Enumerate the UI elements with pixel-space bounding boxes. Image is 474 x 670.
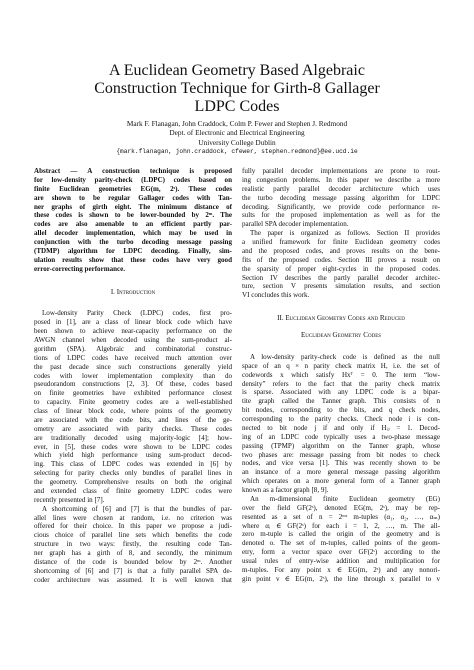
text-line: m-tuples. For any point x ∈ EG(m, 2ˢ) and any nonori- — [242, 565, 440, 574]
text-line: codes are also amenable to an efficient partly par- — [34, 220, 232, 229]
university: University College Dublin — [198, 137, 276, 147]
right-column — [242, 167, 440, 584]
text-line: selecting for parity checks only bundles of parallel lines in — [34, 469, 232, 478]
text-line: to capacity. Finite geometry codes are a well-established — [34, 398, 232, 407]
text-line: An m-dimensional finite Euclidean geometry (EG) — [250, 494, 440, 503]
text-line: space of an q × n parity check matrix H, i.e. the set of — [242, 361, 440, 370]
title-line: LDPC Codes — [194, 98, 280, 115]
text-line: corresponding to the parity checks. Check node i is con- — [242, 415, 440, 423]
text-line: etry, form a vector space over GF(2ˢ) according to the — [242, 548, 440, 557]
text-line: conjunction with the turbo decoding message passing — [34, 238, 232, 246]
text-line: the geometry. Comprehensive results on both the original — [34, 478, 232, 486]
text-line: realistic partly parallel decoder architecture which uses — [242, 184, 440, 193]
author-names: Mark F. Flanagan, John Craddock, Colm P. Fewer and Stephen J. Redmond — [126, 119, 348, 128]
text-line: decoding. Significantly, we provide code performance re- — [242, 202, 440, 211]
text-line: ture, section V presents simulation results, and section — [242, 282, 440, 291]
text-line: been shown to achieve near-capacity performance on the — [34, 327, 232, 336]
section-heading: Euclidean Geometry Codes — [300, 331, 382, 339]
text-line: (TDMP) algorithm for LDPC decoding. Finally, sim- — [34, 246, 232, 255]
text-line: cious choice of parallel line sets which benefits the code — [34, 531, 232, 540]
text-line: sults for the proposed implementation as well as for the — [242, 211, 440, 220]
text-line: VI concludes this work. — [242, 291, 310, 300]
text-line: the turbo decoding message passing algorithm for LDPC — [242, 193, 440, 202]
text-line: gin point v ∈ EG(m, 2ˢ), the line through x parallel to v — [242, 574, 440, 583]
text-line: tions of LDPC codes have received much attention over — [34, 353, 232, 362]
text-line: density” refers to the fact that the parity check matrix — [242, 379, 440, 388]
text-line: fits of the proposed codes. Section III proves a result on — [242, 255, 440, 264]
text-line: is sparse. Associated with any LDPC code is a bipar- — [242, 388, 440, 397]
text-line: nodes, and vice versa [1]. This was recently shown to be — [242, 459, 440, 468]
text-line: A low-density parity-check code is defined as the null — [250, 352, 440, 361]
text-line: ner graphs of girth eight. The minimum distance of — [34, 202, 232, 211]
text-line: parallel SPA decoder implementation. — [242, 220, 349, 229]
text-line: are shown to be regular Gallager codes with Tan- — [34, 193, 232, 202]
text-line: nected to bit node j if and only if Hᵢⱼ = 1. Decod- — [242, 423, 440, 432]
left-column — [34, 167, 232, 585]
text-line: coder architecture was assumed. It is well known that — [34, 575, 232, 584]
text-line: tite graph called the Tanner graph. This consists of n — [242, 397, 440, 406]
text-line: fully parallel decoder implementations are prone to rout- — [242, 167, 440, 175]
text-line: are traditionally decoded using majority-logic [4]; how- — [34, 433, 232, 442]
text-line: class of linear block code, where points of the geometry — [34, 407, 232, 415]
text-line: pseudorandom constructions [2, 3]. Of these, codes based — [34, 380, 232, 389]
text-line: recently presented in [7]. — [34, 495, 105, 504]
text-line: ever, in [5], these codes were shown to be LDPC codes — [34, 442, 232, 451]
section-heading: I. Introduction — [110, 287, 156, 296]
text-line: Abstract — A construction technique is proposed — [34, 167, 232, 175]
text-line: over the field GF(2ˢ), denoted EG(m, 2ˢ), may be rep- — [242, 503, 440, 512]
text-line: for low-density parity-check (LDPC) codes based on — [34, 175, 232, 184]
text-line: ometry are associated with parity checks. These codes — [34, 424, 232, 433]
text-line: shortcoming of [6] and [7] is that a fully parallel SPA de- — [34, 566, 232, 575]
text-line: zero m-tuple is called the origin of the geometry and is — [242, 530, 440, 539]
text-line: ing of an LDPC code typically uses a two-phase message — [242, 432, 440, 441]
text-line: distance of the code is bounded below by 2ᵐ. Another — [34, 557, 232, 566]
email-addresses: {mark.flanagan, john.craddock, cfewer, stephen.redmond}@ee.ucd.ie — [116, 148, 358, 156]
text-line: denoted o. The set of m-tuples, called points of the geom- — [242, 539, 440, 548]
text-line: are associated with the code bits, and lines of the ge- — [34, 415, 232, 424]
text-line: AWGN channel when decoded using the sum-product al- — [34, 336, 232, 344]
text-line: usual rules of entry-wise addition and multiplication for — [242, 557, 440, 565]
text-line: A shortcoming of [6] and [7] is that the bundles of par- — [42, 504, 232, 513]
text-line: bit nodes, corresponding to the bits, and q check nodes, — [242, 406, 440, 415]
spacer — [242, 300, 440, 306]
text-line: ing congestion problems. In this paper we describe a more — [242, 175, 440, 184]
text-line: passing (TPMP) algorithm on the Tanner graph, whose — [242, 441, 440, 450]
text-line: codewords x which satisfy Hxᵀ = 0. The term “low- — [242, 370, 440, 379]
text-line: ner graph has a girth of 8, and secondly, the minimum — [34, 549, 232, 557]
text-line: the sparsity of proper eight-cycles in the proposed codes. — [242, 264, 440, 273]
text-line: the past decade since such constructions generally yield — [34, 362, 232, 371]
section-heading: II. Euclidean Geometry Codes and Reduced — [277, 314, 405, 323]
text-line: resented as a set of n = 2ᵐˢ m-tuples (α₁, α₂, …, αₘ) — [242, 512, 440, 521]
text-line: error-correcting performance. — [34, 264, 126, 273]
text-line: Low-density Parity Check (LDPC) codes, first pro- — [42, 309, 232, 318]
text-line: Section IV describes the partly parallel decoder architec- — [242, 273, 440, 282]
text-line: posed in [1], are a class of linear block code which have — [34, 318, 232, 327]
text-line: known as a factor graph [8, 9]. — [242, 486, 329, 494]
text-line: which yield high performance using sum-product decod- — [34, 451, 232, 460]
author-block — [20, 119, 454, 157]
text-line: finite Euclidean geometries EG(m, 2ˢ). These codes — [34, 184, 232, 193]
title-line: Construction Technique for Girth-8 Gallager — [94, 80, 380, 97]
text-line: The paper is organized as follows. Section II provides — [250, 229, 440, 238]
text-line: offered for their choice. In this paper we propose a judi- — [34, 522, 232, 531]
text-line: two phases are: message passing from bit nodes to check — [242, 450, 440, 459]
text-line: where αᵢ ∈ GF(2ˢ) for each i = 1, 2, …, m. The all- — [242, 521, 440, 530]
text-line: and the proposed codes, and proves results on the bene- — [242, 246, 440, 255]
text-line: gorithm (SPA). Algebraic and combinatorial construc- — [34, 344, 232, 353]
text-line: these codes is shown to be lower-bounded by 2ᵐ. The — [34, 211, 232, 220]
text-line: codes with lower implementation complexity than do — [34, 371, 232, 380]
text-line: ing. This class of LDPC codes was extended in [6] by — [34, 460, 232, 469]
text-line: allel decoder implementation, which may be used in — [34, 229, 232, 238]
department: Dept. of Electronic and Electrical Engineering — [169, 128, 305, 138]
text-line: on finite geometries have exhibited performance closest — [34, 389, 232, 398]
text-line: ulation results show that these codes have very good — [34, 255, 232, 264]
text-line: structure in two ways: firstly, the resulting code Tan- — [34, 540, 232, 549]
text-line: an instance of a more general message passing algorithm — [242, 468, 440, 477]
text-line: allel lines were chosen at random, i.e. no criterion was — [34, 513, 232, 522]
title-line: A Euclidean Geometry Based Algebraic — [109, 62, 365, 79]
spacer — [34, 274, 232, 280]
text-line: and extended class of finite geometry LDPC codes were — [34, 486, 232, 495]
text-line: which operates on a more general form of a Tanner graph — [242, 477, 440, 486]
text-line: a unified framework for finite Euclidean geometry codes — [242, 238, 440, 246]
paper-title — [20, 62, 454, 116]
